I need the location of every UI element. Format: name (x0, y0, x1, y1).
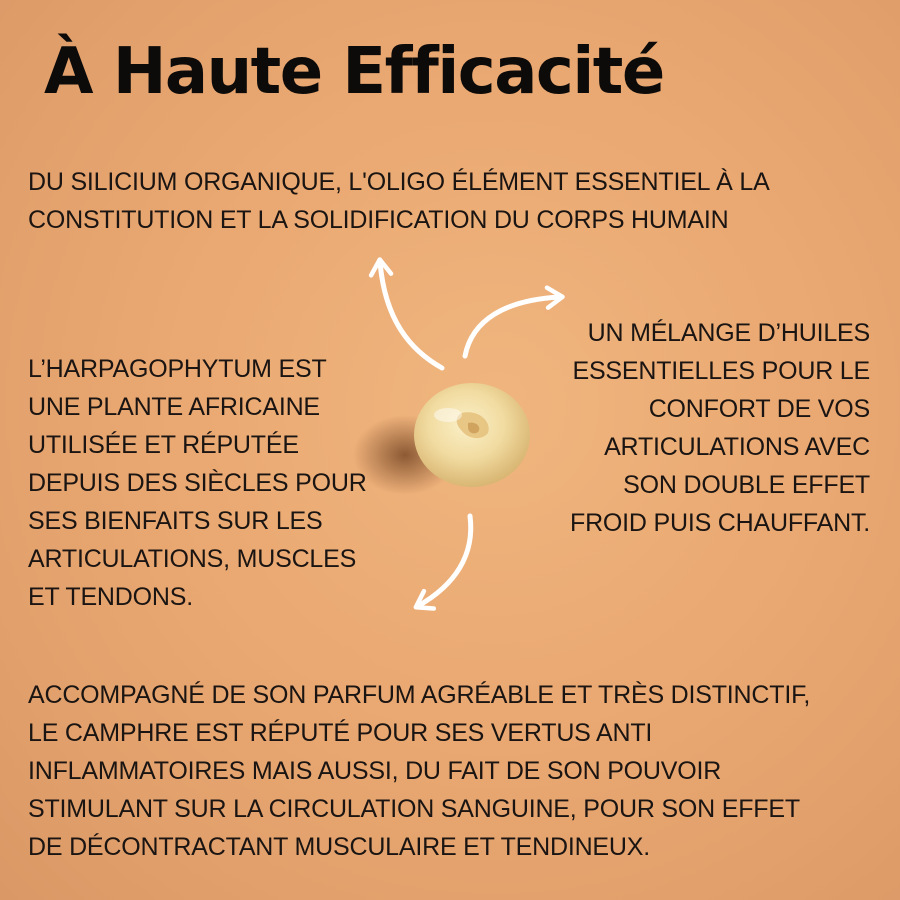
curved-arrow-icon (418, 516, 471, 606)
page-title: À Haute Efficacité (44, 35, 664, 109)
huiles-text: UN MÉLANGE D’HUILES ESSENTIELLES POUR LE CONFORT DE VOS ARTICULATIONS AVEC SON DOUBLE EFFET FROID PUIS CHAUFFANT. (570, 319, 870, 537)
harpagophytum-text: L’HARPAGOPHYTUM EST UNE PLANTE AFRICAINE UTILISÉE ET RÉPUTÉE DEPUIS DES SIÈCLES POUR SES BIENFAITS SUR LES ARTICULATIONS, MUSCLES ET TENDONS. (28, 355, 367, 611)
silicium-text: DU SILICIUM ORGANIQUE, L'OLIGO ÉLÉMENT ESSENTIEL À LA CONSTITUTION ET LA SOLIDIFICATION DU CORPS HUMAIN (28, 168, 770, 234)
camphre-text: ACCOMPAGNÉ DE SON PARFUM AGRÉABLE ET TRÈS DISTINCTIF, LE CAMPHRE EST RÉPUTÉ POUR SES VERTUS ANTI INFLAMMATOIRES MAIS AUSSI, DU FAIT DE SON POUVOIR STIMULANT SUR LA CIRCULATION SANGUINE, POUR SON EFFET DE DÉCONTRACTANT MUSCULAIRE ET TENDINEUX. (28, 681, 811, 861)
